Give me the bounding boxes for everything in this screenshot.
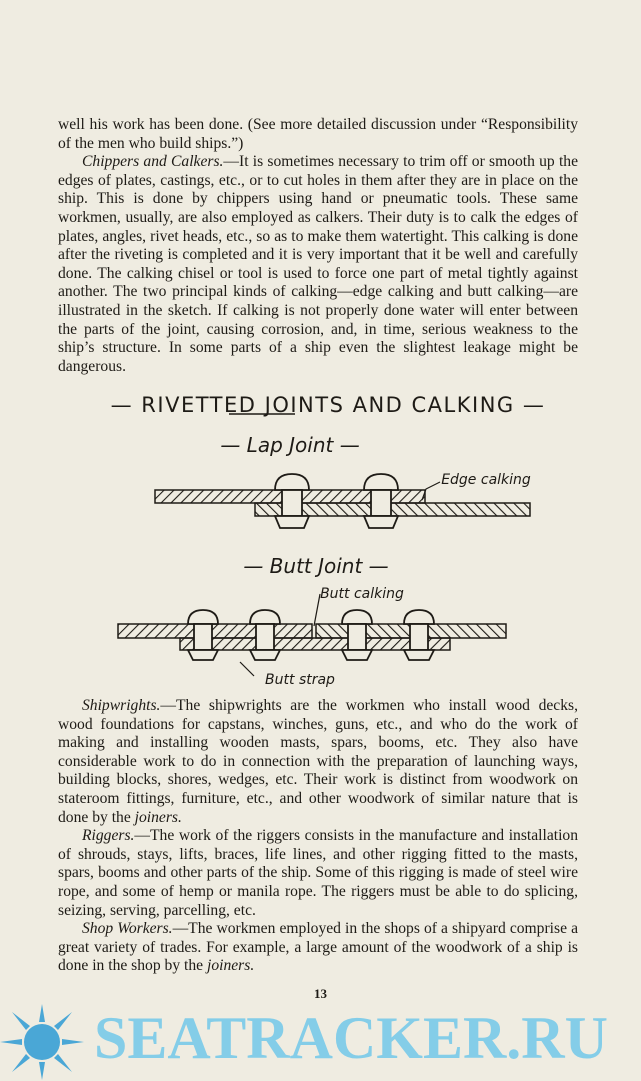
butt-joint-label: — Butt Joint — bbox=[243, 554, 389, 578]
joiners-term-1: joiners. bbox=[134, 808, 182, 826]
bottom-text-block bbox=[58, 697, 578, 976]
page-number: 13 bbox=[314, 986, 327, 1001]
paragraph-continued: well his work has been done. (See more detailed discussion under “Responsibility of the men who build ships.”) bbox=[58, 116, 578, 152]
paragraph-riggers bbox=[58, 827, 578, 920]
heading-shop-workers: Shop Workers. bbox=[82, 920, 173, 938]
paragraph-shop-workers bbox=[58, 920, 578, 976]
butt-calking-label: Butt calking bbox=[320, 586, 404, 602]
body-riggers: —The work of the riggers consists in the manufacture and installation of shrouds, stays, lifts, braces, life lines, and other rigging fitted to the masts, spars, booms and other parts of the ship. Some of this rigging is made of steel wire rope, and some of hemp or manila rope. The riggers must be able to do splicing, seizing, serving, parcelling, etc. bbox=[58, 827, 578, 919]
joiners-term-2: joiners. bbox=[207, 957, 255, 975]
heading-riggers: Riggers. bbox=[82, 827, 135, 845]
heading-chippers-calkers: Chippers and Calkers. bbox=[82, 153, 224, 171]
butt-strap-label: Butt strap bbox=[265, 672, 335, 688]
paragraph-shipwrights bbox=[58, 697, 578, 827]
lap-joint-label: — Lap Joint — bbox=[220, 433, 360, 457]
watermark-text: SEATRACKER.RU bbox=[94, 1005, 608, 1071]
edge-calking-label: Edge calking bbox=[441, 472, 531, 488]
body-chippers-calkers: —It is sometimes necessary to trim off or smooth up the edges of plates, castings, etc., or to cut holes in them after they are in place on the ship. This is done by chippers using hand or pneumatic tools. These same workmen, usually, are also employed as calkers. Their duty is to calk the edges of plates, angles, rivet heads, etc., so as to make them watertight. This calking is done after the riveting is completed and it is very important that it be well and carefully done. The calking chisel or tool is used to force one part of metal tightly against another. The two principal kinds of calking—edge calking and butt calking—are illustrated in the sketch. If calking is not properly done water will enter between the parts of the joint, causing corrosion, and, in time, serious weakness to the ship’s structure. In some parts of a ship even the slightest leakage might be dangerous. bbox=[58, 153, 578, 375]
sketch-title: — RIVETTED JOINTS AND CALKING — bbox=[110, 393, 546, 417]
heading-shipwrights: Shipwrights. bbox=[82, 697, 161, 714]
butt-joint-drawing bbox=[118, 610, 506, 660]
body-shop-workers: —The workmen employed in the shops of a shipyard comprise a great variety of trades. For example, a large amount of the woodwork of a ship is done in the shop by the bbox=[58, 920, 578, 975]
body-shipwrights: —The shipwrights are the workmen who install wood decks, wood foundations for capstans, winches, guns, etc., and who do the work of making and installing wooden masts, spars, booms, etc. They also have considerable work to do in connection with the preparation of launching ways, building blocks, shores, wedges, etc. Their work is distinct from woodwork on stateroom fittings, furniture, etc., and other woodwork of similar nature that is done by the bbox=[58, 697, 578, 826]
